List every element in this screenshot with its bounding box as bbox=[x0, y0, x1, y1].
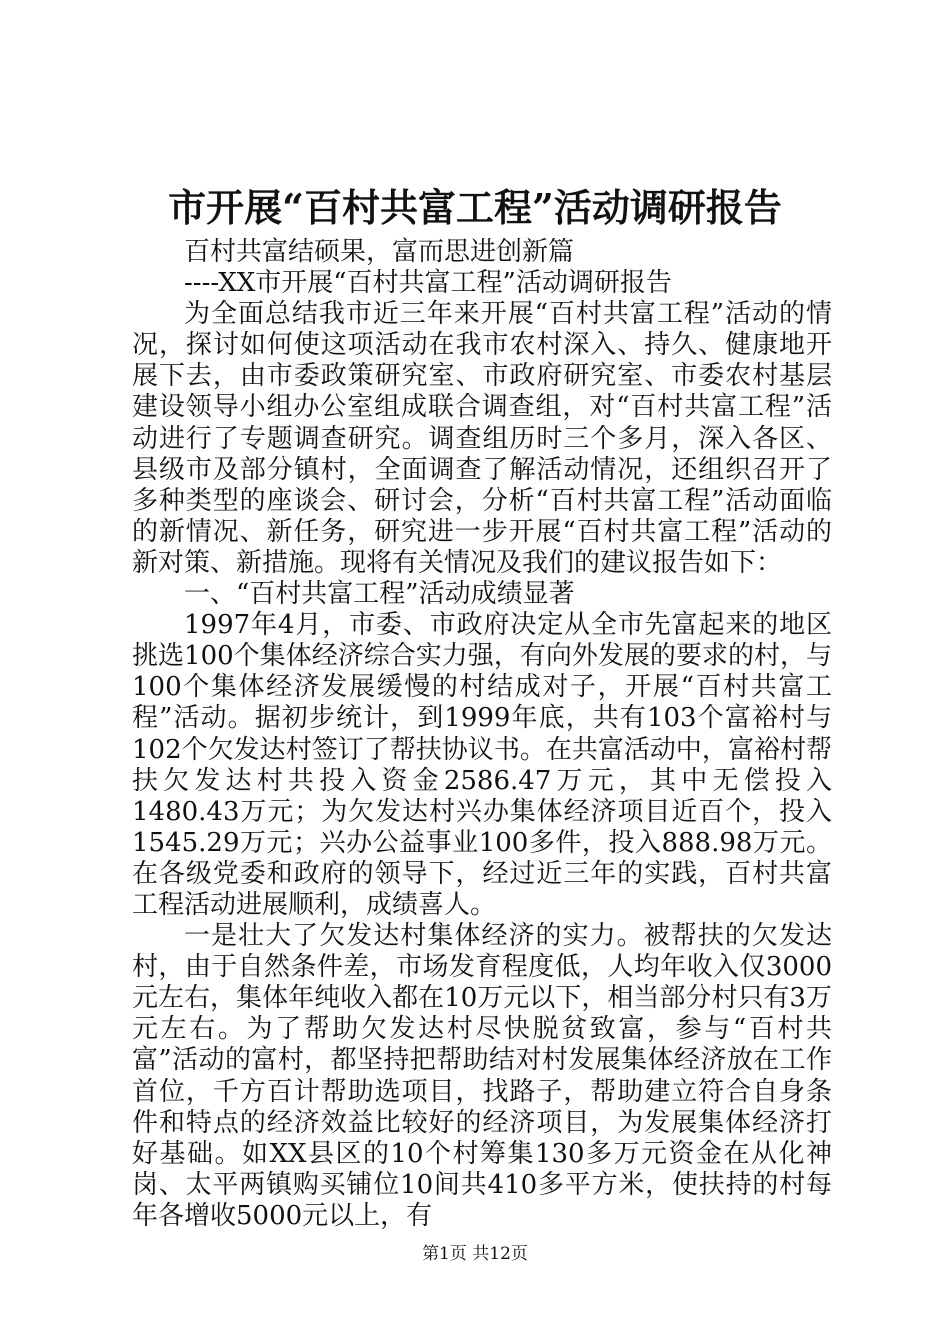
report-name-line: ----XX市开展“百村共富工程”活动调研报告 bbox=[184, 268, 672, 299]
document-title: 市开展“百村共富工程”活动调研报告 bbox=[168, 185, 782, 230]
document-body bbox=[132, 237, 832, 1232]
page-number-footer: 第1页 共12页 bbox=[422, 1244, 528, 1264]
section-heading: 一、“百村共富工程”活动成绩显著 bbox=[184, 579, 575, 610]
intro-paragraph: 为全面总结我市近三年来开展“百村共富工程”活动的情况，探讨如何使这项活动在我市农村深入、持久、健康地开展下去，由市委政策研究室、市政府研究室、市委农村基层建设领导小组办公室组成联合调查组，对“百村共富工程”活动进行了专题调查研究。调查组历时三个多月，深入各区、县级市及部分镇村，全面调查了解活动情况，还组织召开了多种类型的座谈会、研讨会，分析“百村共富工程”活动面临的新情况、新任务，研究进一步开展“百村共富工程”活动的新对策、新措施。现将有关情况及我们的建议报告如下： bbox=[132, 299, 832, 578]
body-paragraph: 一是壮大了欠发达村集体经济的实力。被帮扶的欠发达村，由于自然条件差，市场发育程度低，人均年收入仅3000元左右，集体年纯收入都在10万元以下，相当部分村只有3万元左右。为了帮助欠发达村尽快脱贫致富，参与“百村共富”活动的富村，都坚持把帮助结对村发展集体经济放在工作首位，千方百计帮助选项目，找路子，帮助建立符合自身条件和特点的经济效益比较好的经济项目，为发展集体经济打好基础。如XX县区的10个村筹集130多万元资金在从化神岗、太平两镇购买铺位10间共410多平方米，使扶持的村每年各增收5000元以上，有 bbox=[132, 921, 832, 1231]
body-paragraph: 1997年4月，市委、市政府决定从全市先富起来的地区挑选100个集体经济综合实力强，有向外发展的要求的村，与100个集体经济发展缓慢的村结成对子，开展“百村共富工程”活动。据初步统计，到1999年底，共有103个富裕村与102个欠发达村签订了帮扶协议书。在共富活动中，富裕村帮扶欠发达村共投入资金2586.47万元，其中无偿投入1480.43万元；为欠发达村兴办集体经济项目近百个，投入1545.29万元；兴办公益事业100多件，投入888.98万元。在各级党委和政府的领导下，经过近三年的实践，百村共富工程活动进展顺利，成绩喜人。 bbox=[132, 610, 832, 920]
subtitle-line: 百村共富结硕果，富而思进创新篇 bbox=[184, 237, 575, 267]
